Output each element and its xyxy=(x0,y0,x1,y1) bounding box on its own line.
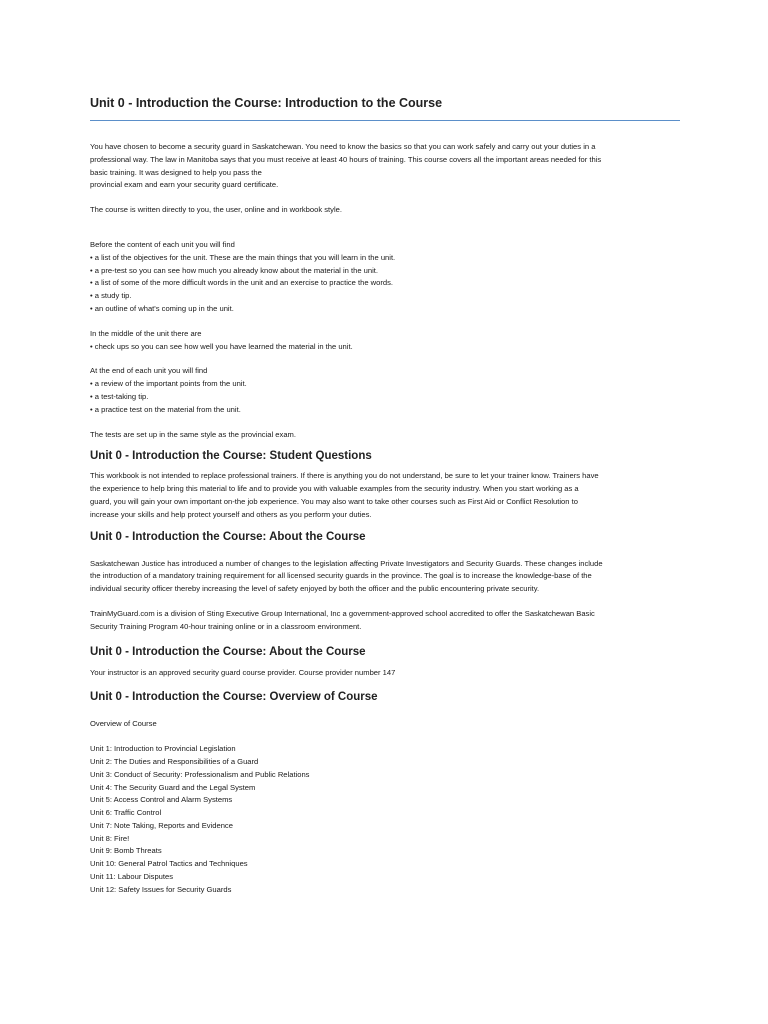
middle-unit-heading: In the middle of the unit there are xyxy=(90,328,202,338)
section-heading-about-course: Unit 0 - Introduction the Course: About the Course xyxy=(90,530,366,543)
before-unit-heading: Before the content of each unit you will find xyxy=(90,239,235,249)
list-item: • a pre-test so you can see how much you already know about the material in the unit. xyxy=(90,265,379,275)
list-item: • a test-taking tip. xyxy=(90,391,149,401)
middle-unit-list xyxy=(90,328,680,354)
paragraph-line: TrainMyGuard.com is a division of Sting Executive Group International, Inc a government-approved school accredited to offer the Saskatchewan Basic xyxy=(90,608,595,618)
intro-paragraph xyxy=(90,141,680,192)
unit-item: Unit 4: The Security Guard and the Legal System xyxy=(90,782,256,792)
list-item: • check ups so you can see how well you have learned the material in the unit. xyxy=(90,341,353,351)
unit-item: Unit 10: General Patrol Tactics and Techniques xyxy=(90,859,248,869)
paragraph-line: Security Training Program 40-hour training online or in a classroom environment. xyxy=(90,621,362,631)
unit-item: Unit 1: Introduction to Provincial Legislation xyxy=(90,744,236,754)
intro-line: basic training. It was designed to help you pass the xyxy=(90,167,262,177)
intro-line: You have chosen to become a security guard in Saskatchewan. You need to know the basics so that you can work safely and carry out your duties in a xyxy=(90,142,596,151)
unit-list xyxy=(90,743,680,897)
unit-item: Unit 12: Safety Issues for Security Guards xyxy=(90,884,232,894)
paragraph-line: individual security officer thereby increasing the level of safety enjoyed by both the officer and the public encountering private security. xyxy=(90,584,540,594)
paragraph-line: Saskatchewan Justice has introduced a number of changes to the legislation affecting Private Investigators and Security Guards. These changes include xyxy=(90,558,603,568)
paragraph-line: increase your skills and help protect yourself and others as you perform your duties. xyxy=(90,509,372,519)
list-item: • a study tip. xyxy=(90,291,132,301)
trainmyguard-paragraph xyxy=(90,608,680,634)
unit-item: Unit 3: Conduct of Security: Professionalism and Public Relations xyxy=(90,769,310,779)
list-item: • a practice test on the material from the unit. xyxy=(90,404,241,414)
section-heading-overview: Unit 0 - Introduction the Course: Overview of Course xyxy=(90,691,378,704)
before-unit-list xyxy=(90,239,680,316)
instructor-text: Your instructor is an approved security guard course provider. Course provider number 147 xyxy=(90,667,396,677)
section-heading-student-questions: Unit 0 - Introduction the Course: Student Questions xyxy=(90,450,372,463)
paragraph-line: guard, you will gain your own important on-the job experience. You may also want to take other courses such as First Aid or Conflict Resolution to xyxy=(90,496,578,506)
document-content xyxy=(90,95,680,897)
page-title: Unit 0 - Introduction the Course: Introduction to the Course xyxy=(90,96,443,110)
overview-label: Overview of Course xyxy=(90,719,157,729)
unit-item: Unit 6: Traffic Control xyxy=(90,808,162,818)
tests-note: The tests are set up in the same style as the provincial exam. xyxy=(90,429,296,439)
list-item: • an outline of what's coming up in the unit. xyxy=(90,303,234,313)
unit-item: Unit 9: Bomb Threats xyxy=(90,846,162,856)
student-questions-paragraph xyxy=(90,470,680,521)
workbook-style-text: The course is written directly to you, the user, online and in workbook style. xyxy=(90,205,342,215)
paragraph-line: the introduction of a mandatory training requirement for all licensed security guards in the province. The goal is to increase the knowledge-base of the xyxy=(90,571,592,581)
about-course-paragraph xyxy=(90,558,680,596)
paragraph-line: the experience to help bring this material to life and to provide you with valuable examples from the security industry. When you start working as a xyxy=(90,484,579,494)
section-heading-about-course-2: Unit 0 - Introduction the Course: About the Course xyxy=(90,645,366,658)
list-item: • a list of the objectives for the unit. These are the main things that you will learn in the unit. xyxy=(90,252,396,262)
intro-line: provincial exam and earn your security guard certificate. xyxy=(90,180,279,190)
list-item: • a list of some of the more difficult words in the unit and an exercise to practice the words. xyxy=(90,278,394,288)
unit-item: Unit 8: Fire! xyxy=(90,833,130,843)
unit-item: Unit 11: Labour Disputes xyxy=(90,872,174,882)
end-unit-list xyxy=(90,365,680,416)
unit-item: Unit 5: Access Control and Alarm Systems xyxy=(90,795,233,805)
list-item: • a review of the important points from the unit. xyxy=(90,379,247,389)
unit-item: Unit 7: Note Taking, Reports and Evidence xyxy=(90,820,233,830)
end-unit-heading: At the end of each unit you will find xyxy=(90,366,208,376)
intro-line: professional way. The law in Manitoba says that you must receive at least 40 hours of training. This course covers all the important areas needed for this xyxy=(90,154,602,164)
paragraph-line: This workbook is not intended to replace professional trainers. If there is anything you do not understand, be sure to let your trainer know. Trainers have xyxy=(90,471,599,481)
unit-item: Unit 2: The Duties and Responsibilities of a Guard xyxy=(90,756,259,766)
